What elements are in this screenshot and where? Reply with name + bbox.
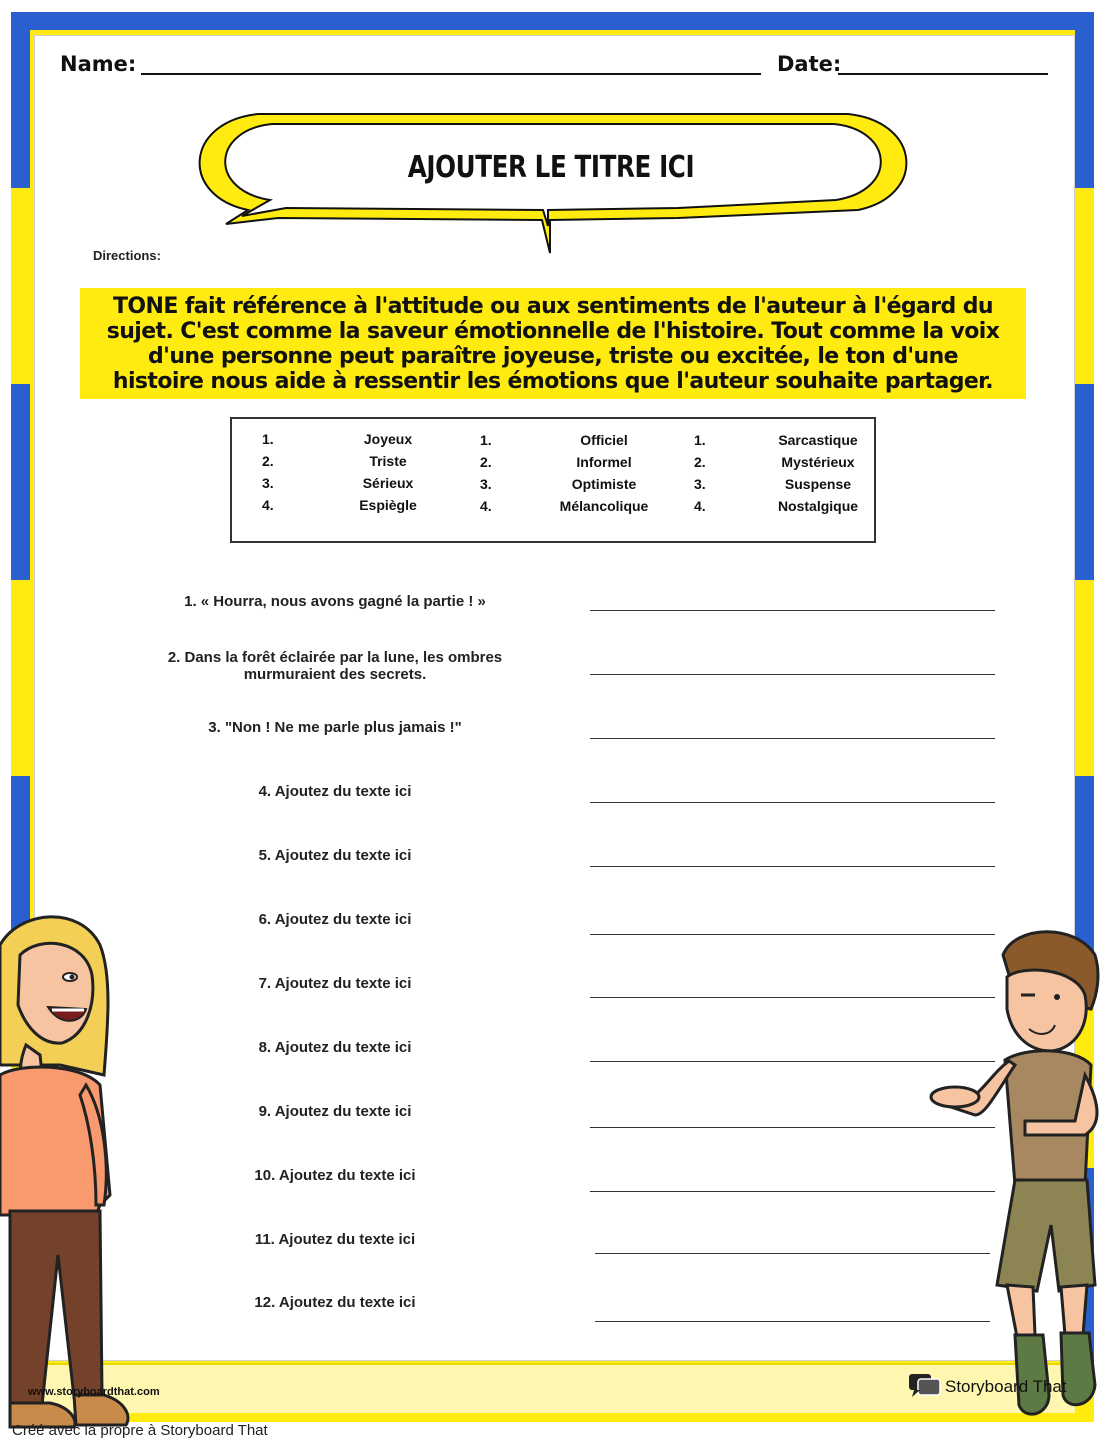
tone-definition: TONE fait référence à l'attitude ou aux sentiments de l'auteur à l'égard du sujet. C'est comme la saveur émotionnelle de l'histoire. Tout comme la voix d'une personne peut paraître joyeuse, triste ou excitée, le ton d'une histoire nous aide à ressentir les émotions que l'auteur souhaite partager. xyxy=(80,288,1026,399)
date-label: Date: xyxy=(777,52,842,76)
question-8: 8. Ajoutez du texte ici xyxy=(258,1039,412,1056)
question-4: 4. Ajoutez du texte ici xyxy=(258,783,412,800)
question-5: 5. Ajoutez du texte ici xyxy=(258,847,412,864)
brand-name: Storyboard That xyxy=(945,1377,1067,1396)
question-2: 2. Dans la forêt éclairée par la lune, les ombres murmuraient des secrets. xyxy=(167,649,503,683)
question-10: 10. Ajoutez du texte ici xyxy=(254,1167,416,1184)
boy-character-icon xyxy=(925,925,1105,1435)
name-line[interactable] xyxy=(141,73,761,75)
question-6: 6. Ajoutez du texte ici xyxy=(258,911,412,928)
answer-line-4[interactable] xyxy=(590,802,995,803)
question-1: 1. « Hourra, nous avons gagné la partie ! » xyxy=(184,593,486,610)
name-label: Name: xyxy=(60,52,137,76)
word-bank: 1. Joyeux 2. Triste 3. Sérieux 4. Espiègle 1. Officiel 2. Informel 3. Optimiste 4. Mélancolique 1. Sarcastique 2. Mystérieux 3. Suspense 4. Nostalgique xyxy=(230,417,876,543)
date-line[interactable] xyxy=(838,73,1048,75)
question-7: 7. Ajoutez du texte ici xyxy=(258,975,412,992)
website-url[interactable]: www.storyboardthat.com xyxy=(28,1386,160,1398)
answer-line-1[interactable] xyxy=(590,610,995,611)
page-title[interactable]: AJOUTER LE TITRE ICI xyxy=(407,150,695,185)
question-9: 9. Ajoutez du texte ici xyxy=(258,1103,412,1120)
answer-line-2[interactable] xyxy=(590,674,995,675)
girl-character-icon xyxy=(0,915,135,1435)
question-11: 11. Ajoutez du texte ici xyxy=(254,1231,416,1248)
question-3: 3. "Non ! Ne me parle plus jamais !" xyxy=(208,719,462,736)
answer-line-3[interactable] xyxy=(590,738,995,739)
storyboard-logo-icon xyxy=(908,1373,942,1399)
question-12: 12. Ajoutez du texte ici xyxy=(254,1294,416,1311)
directions-label: Directions: xyxy=(93,248,161,263)
answer-line-5[interactable] xyxy=(590,866,995,867)
credit-text: Créé avec la propre à Storyboard That xyxy=(12,1422,268,1439)
